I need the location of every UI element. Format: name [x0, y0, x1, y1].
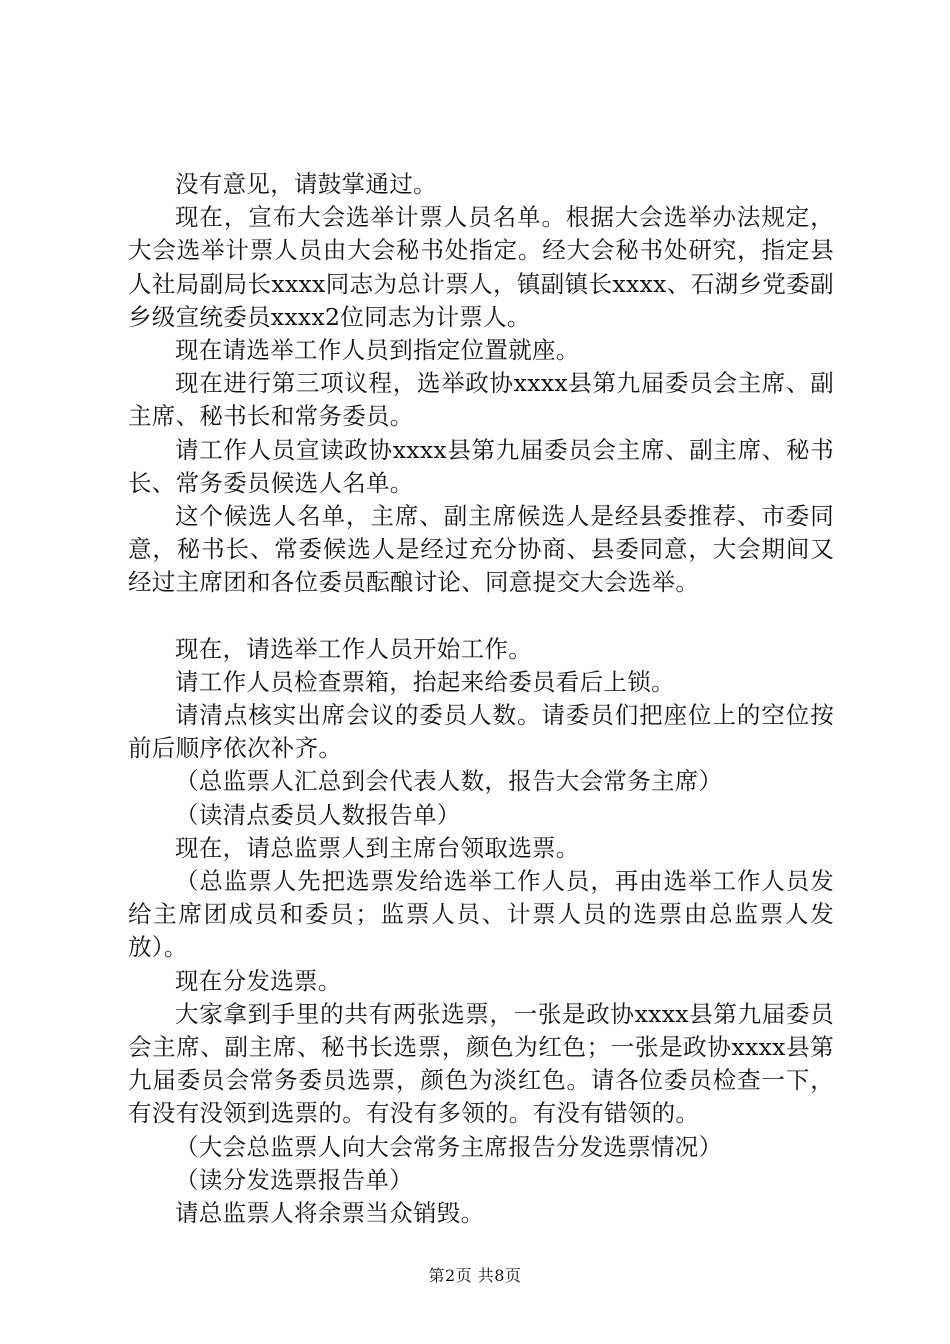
paragraph-read-headcount: （读清点委员人数报告单） — [175, 800, 461, 829]
document-body — [128, 168, 834, 1230]
paragraph-vote-counters: 现在，宣布大会选举计票人员名单。根据大会选举办法规定，大会选举计票人员由大会秘书处指定。经大会秘书处研究，指定县人社局副局长xxxx同志为总计票人，镇副镇长xxxx、石湖乡党委副乡级宣统委员xxxx2位同志为计票人。 — [128, 203, 834, 331]
paragraph-count-members: 请清点核实出席会议的委员人数。请委员们把座位上的空位按前后顺序依次补齐。 — [128, 701, 834, 763]
paragraph-gap — [128, 600, 834, 633]
paragraph-two-ballots: 大家拿到手里的共有两张选票，一张是政协xxxx县第九届委员会主席、副主席、秘书长选票，颜色为红色；一张是政协xxxx县第九届委员会常务委员选票，颜色为淡红色。请各位委员检查一下，有没有没领到选票的。有没有多领的。有没有错领的。 — [128, 999, 834, 1128]
paragraph-no-objection: 没有意见，请鼓掌通过。 — [175, 170, 437, 198]
paragraph-ballot-distribution-note: （总监票人先把选票发给选举工作人员，再由选举工作人员发给主席团成员和委员；监票人员、计票人员的选票由总监票人发放）。 — [128, 867, 834, 962]
paragraph-read-distribution: （读分发选票报告单） — [175, 1165, 413, 1194]
paragraph-read-candidates: 请工作人员宣读政协xxxx县第九届委员会主席、副主席、秘书长、常务委员候选人名单。 — [128, 435, 834, 497]
paragraph-distribute-ballots: 现在分发选票。 — [175, 966, 342, 995]
paragraph-third-agenda: 现在进行第三项议程，选举政协xxxx县第九届委员会主席、副主席、秘书长和常务委员。 — [128, 369, 834, 431]
paragraph-check-ballot-box: 请工作人员检查票箱，抬起来给委员看后上锁。 — [175, 667, 675, 696]
paragraph-candidate-list: 这个候选人名单，主席、副主席候选人是经县委推荐、市委同意，秘书长、常委候选人是经过充分协商、县委同意，大会期间又经过主席团和各位委员酝酿讨论、同意提交大会选举。 — [128, 502, 834, 597]
paragraph-start-work: 现在，请选举工作人员开始工作。 — [175, 634, 532, 663]
paragraph-staff-seat: 现在请选举工作人员到指定位置就座。 — [175, 336, 580, 365]
paragraph-destroy-remaining: 请总监票人将余票当众销毁。 — [175, 1199, 485, 1228]
paragraph-report-attendance: （总监票人汇总到会代表人数，报告大会常务主席） — [175, 767, 723, 796]
paragraph-report-distribution: （大会总监票人向大会常务主席报告分发选票情况） — [175, 1132, 723, 1161]
page-number-footer: 第2页 共8页 — [428, 1266, 522, 1285]
paragraph-collect-ballots: 现在，请总监票人到主席台领取选票。 — [175, 833, 580, 862]
